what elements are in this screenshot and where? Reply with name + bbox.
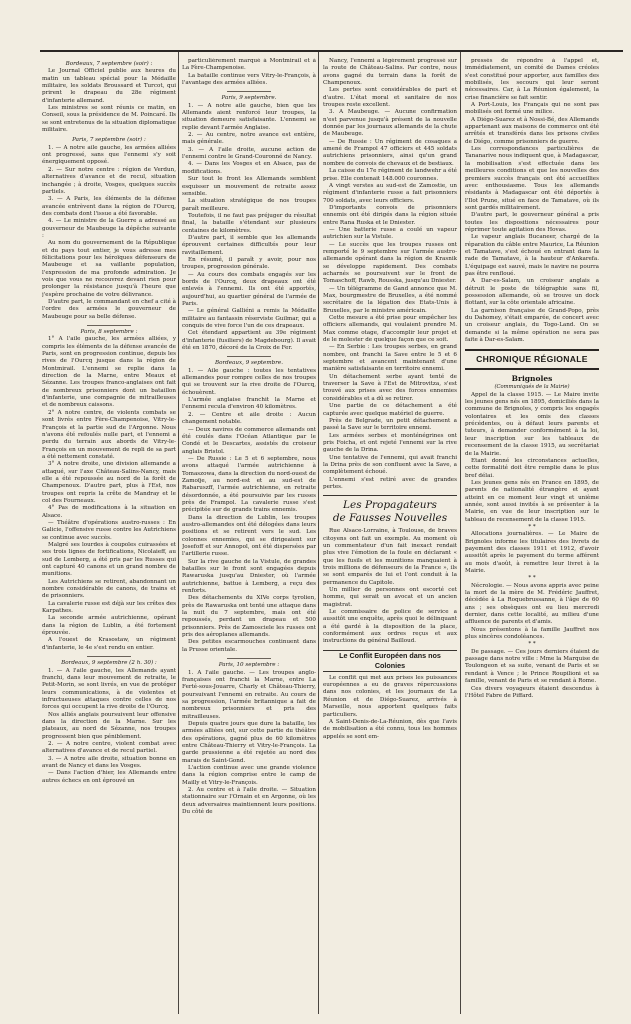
article-paragraph: A Port-Louis, les Français qui ne sont pas mobilisés ont formé une milice. — [465, 102, 599, 116]
article-paragraph: La caisse du 17e régiment de landwehr a été prise. Elle contenait 148.000 couronnes. — [323, 168, 457, 182]
dateline: Bordeaux, 9 septembre. — [215, 360, 283, 367]
article-paragraph: D'autre part, le gouverneur général a pris toutes les dispositions nécessaires pour réprimer toute agitation des Hovas. — [465, 212, 599, 233]
article-paragraph: 2. — A notre centre, violent combat avec alternatives d'avance et de recul partiel. — [42, 740, 176, 755]
article-paragraph: Nos alliés anglais poursuivent leur offensive dans la direction de la Marne. Sur les plateaux, au nord de Sézanne, nos troupes progressent bien que péniblement. — [42, 711, 176, 740]
article-paragraph: D'importants convois de prisonniers ennemis ont été dirigés dans la région située entre Rana Ruska et le Dniester. — [323, 204, 457, 226]
article-paragraph: Le conflit qui met aux prises les puissances européennes a eu de graves répercussions dans nos colonies, et les journaux de La Réunion et de Diégo-Suarez, arrivés à Marseille, nous apportent quelques faits particuliers. — [323, 674, 457, 718]
column-divider — [178, 52, 179, 1014]
section-heading — [323, 495, 457, 525]
article-paragraph: Les armées serbes et monténégrines ont pris Foicha, et ont rejeté l'ennemi sur la rive gauche de la Drina. — [323, 432, 457, 454]
article-paragraph: Les ministres se sont réunis ce matin, en Conseil, sous la présidence de M. Poincaré. Ils se sont entretenus de la situation diplomatique militaire. — [42, 105, 176, 134]
dateline: Bordeaux, 7 septembre (soir) : — [65, 61, 153, 67]
article-paragraph: Malgré ses lourdes à coupoles cuirassées et ses trois lignes de fortifications, Nicolaieff, au sud de Lemberg, a été pris par les Russes qui ont capturé 40 canons et un grand nombre de munitions. — [42, 542, 176, 578]
article-paragraph: D'autre part, le commandant en chef a cité à l'ordre des armées le gouverneur de Maubeuge pour sa belle défense. — [42, 299, 176, 320]
article-paragraph: — En Serbie : Les troupes serbes, en grand nombre, ont franchi la Save entre le 5 et 6 septembre et avancent maintenant d'une manière satisfaisante en territoire ennemi. — [323, 344, 457, 373]
top-rule — [40, 50, 623, 52]
article-paragraph: 4° Pas de modifications à la situation en Alsace. — [42, 505, 176, 519]
article-paragraph: Cette mesure a été prise pour empêcher les officiers allemands, qui voulaient prendre M. Max comme otage, d'accomplir leur projet et de le molester de quelque façon que ce soit. — [323, 315, 457, 344]
article-paragraph: Etant donné les circonstances actuelles, cette formalité doit être remplie dans le plus bref délai. — [465, 457, 599, 479]
article-paragraph: 1. — Aile gauche : toutes les tentatives allemandes pour rompre celles de nos troupes qui se trouvent sur la rive droite de l'Ourcq, échouèrent. — [182, 367, 316, 396]
article-paragraph: particulièrement marqué à Montmirail et à La Fère-Champenoise. — [182, 58, 316, 72]
article-paragraph: — Le succès que les troupes russes ont remporté le 9 septembre sur l'armée austro-allemande opérant dans la région de Krasnik se développe rapidement. Des combats acharnés se poursuivent sur le front de Tomaschoff, Rawb, Rousska, jusqu'au Dniester. — [323, 241, 457, 285]
article-paragraph: Rue Alsace-Lorraine, à Toulouse, de braves citoyens ont fait un exemple. Au moment où un commentateur d'un fait inexact rendait plus vive l'émotion de la foule en déclarant « que les fusils et les munitions manquaient à trois millions de défenseurs de la France », ils se sont emparés de lui et l'ont conduit à la permanence du Capitole. — [323, 528, 457, 586]
article-paragraph: Sur la rive gauche de la Vistule, de grandes batailles sur le front sont engagées depuis Rawaruska jusqu'au Dniester, où l'armée autrichienne, battue à Lemberg, a reçu des renforts. — [182, 558, 316, 595]
article-paragraph: 3. — A Paris, les éléments de la défense avancée entrèvent dans la région de l'Ourcq, des combats dont l'issue a été favorable. — [42, 196, 176, 217]
article-paragraph: Cet étendard appartient au 39e régiment d'infanterie (fusiliers) de Magdebourg). Il avait été en 1870, décoré de la Croix de Fer. — [182, 330, 316, 352]
article-paragraph: — Au cours des combats engagés sur les bords de l'Ourcq, deux drapeaux ont été enlevés à l'ennemi. Ils ont été apportés, aujourd'hui, au quartier général de l'armée de Paris. — [182, 271, 316, 307]
article-paragraph: La bataille continue vers Vitry-le-François, à l'avantage des armées alliées. — [182, 72, 316, 87]
article-paragraph: En résumé, il paraît y avoir, pour nos troupes, progression générale. — [182, 256, 316, 271]
article-paragraph: Les correspondances particulières de Tananarive nous indiquent que, à Madagascar, la mobilisation s'est effectuée dans les meilleures conditions et que les nouvelles des premiers succès français ont été accueillies avec enthousiasme. Tous les allemands résidants à Madagascar ont été déportés à l'Ilot Prune, situé en face de Tamatave, où ils sont gardés militairement. — [465, 146, 599, 211]
article-paragraph: Nancy, l'ennemi a légèrement progressé sur la route de Château-Salins. Par contre, nous avons gagné du terrain dans la forêt de Champenoux. — [323, 58, 457, 87]
article-paragraph: Un détachement serbe ayant tenté de traverser la Save à l'Est de Mitrovitza, s'est trouvé aux prises avec des forces ennemies considérables et a dû se retirer. — [323, 373, 457, 402]
column-divider — [460, 52, 461, 1014]
article-paragraph: L'action continue avec une grande violence dans la région comprise entre le camp de Mailly et Vitry-le-François. — [182, 764, 316, 786]
article-paragraph: — De Russie : Un régiment de cosaques a amené de Frampol 47 officiers et 445 soldats autrichiens prisonniers, ainsi qu'un grand nombre de convois de chevaux et de bestiaux. — [323, 138, 457, 167]
article-paragraph: Près de Belgrade, un petit détachement a passé la Save sur le territoire ennemi. — [323, 417, 457, 432]
column-divider — [318, 52, 319, 1014]
column-3 — [323, 58, 457, 1016]
article-paragraph: — Le général Galliéni a remis la Médaille militaire au fantassin réserviste Guilmar, qui a conquis de vive force l'un de ces drapeaux. — [182, 308, 316, 330]
section-banner: CHRONIQUE RÉGIONALE — [465, 349, 599, 370]
article-paragraph: 3. — A l'aile droite, aucune action de l'ennemi contre le Grand-Couronné de Nancy. — [182, 146, 316, 161]
article-paragraph: — De Russie : Le 5 et 6 septembre, nous avons attaqué l'armée autrichienne à Tomaszowa, dans la direction du nord-ouest de Zamoïje, au nord-est et au sud-est de Rabaruszff, l'armée autrichienne, en retraite désordonnée, a été poursuivie par les russes près de Frampol. La cavalerie russe s'est précipitée sur de grands trains ennemis. — [182, 455, 316, 514]
column-4 — [465, 58, 599, 1016]
dateline: Paris, 7 septembre (soir) : — [72, 137, 146, 144]
article-paragraph: — Une batterie russe a coulé un vapeur autrichien sur la Vistule. — [323, 226, 457, 241]
article-paragraph: A vingt verstes au sud-est de Zamostie, un régiment d'infanterie russe a fait prisonniers 700 soldats, avec leurs officiers. — [323, 182, 457, 204]
article-paragraph: Le commissaire de police de service a aussitôt une enquête, après quoi le délinquant a été gardé à la disposition de la place, conformément aux ordres reçus et aux instructions du général Bailloud. — [323, 609, 457, 645]
article-paragraph: 3. — A notre aile droite, situation bonne en avant de Nancy et dans les Vosges. — [42, 755, 176, 769]
article-paragraph: Des petites escarmouches continuent dans la Prusse orientale. — [182, 639, 316, 653]
article-paragraph: Au nom du gouvernement de la République et du pays tout entier, je vous adresse mes félicitations pour les héroïques défenseurs de Maubeuge et sa vaillante population, l'expression de ma profonde admiration. Je vois que vous ne recouvrez devant rien pour prolonger la résistance jusqu'à l'heure que j'espère prochaine de votre délivrance. — [42, 240, 176, 298]
article-paragraph: Les Autrichiens se retirent, abandonnant un nombre considérable de canons, de trains et de prisonniers. — [42, 578, 176, 600]
article-paragraph: 2. Au centre et à l'aile droite. — Situation stationnaire sur l'Ornain et en Argonne, où les deux adversaires maintiennent leurs positions. Du côté de — [182, 787, 316, 816]
article-paragraph: D'autre part, il semble que les allemands éprouvent certaines difficultés pour leur ravitaillement. — [182, 234, 316, 256]
article-paragraph: Les jeunes gens nés en France en 1895, de parents de nationalité étrangère et ayant atteint en ce moment leur vingt et unième année, sont aussi invités à se présenter à la Mairie, en vue de leur inscription sur le tableau de recensement de la classe 1915. — [465, 479, 599, 523]
article-paragraph: La seconde armée autrichienne, opérant dans la région de Lublin, a été fortement éprouvée. — [42, 615, 176, 637]
article-paragraph: De passage. — Ces jours derniers étaient de passage dans notre ville : Mme la Marquise de Toulongeon et sa suite, venant de Paris et se rendant à Vence ; le Prince Roupilioni et sa famille, venant de Paris et se rendant à Rome. — [465, 648, 599, 685]
article-paragraph: L'armée anglaise franchit la Marne et l'ennemi recula d'environ 40 kilomètres. — [182, 397, 316, 411]
separator-rule — [87, 656, 131, 657]
dateline: Bordeaux, 9 septembre (2 h. 30) : — [61, 660, 157, 667]
article-paragraph: La garnison française de Grand-Popo, près du Dahomey, s'était emparée, de concert avec un croiseur anglais, du Togo-Land. On se demande si la même opération ne sera pas faite à Dar-es-Salam. — [465, 307, 599, 344]
article-paragraph: 2. — Au centre, notre avance est entière, mais générale. — [182, 132, 316, 146]
article-paragraph: 1. — A notre aile gauche, les armées alliées ont progressé, sans que l'ennemi s'y soit énergiquement opposé. — [42, 144, 176, 166]
article-paragraph: Ces divers voyageurs étaient descendus à l'Hôtel Fabre de Piffard. — [465, 685, 599, 699]
section-heading: Le Conflit Européen dans nos Colonies — [323, 650, 457, 672]
asterism: * * — [528, 575, 536, 582]
article-paragraph: 4. — Dans les Vosges et en Alsace, pas de modifications. — [182, 161, 316, 175]
article-paragraph: 2. — Sur notre centre : région de Verdun, alternatives d'avance et de recul, situation inchangée ; à droite, Vosges, quelques succès partiels. — [42, 166, 176, 195]
heading-line: Les Propagateurs — [343, 499, 437, 512]
article-paragraph: Nous présentons à la famille Jauffret nos plus sincères condoléances. — [465, 626, 599, 641]
article-paragraph: 3° A notre droite, une division allemande a attaqué, sur l'axe Château-Salins-Nancy, mais elle a été repoussée au nord de la forêt de Champenoux. D'autre part, plus à l'Est, nos troupes ont repris la crête de Mandray et le col des Fourneaux. — [42, 461, 176, 504]
asterism: * * — [528, 641, 536, 648]
article-paragraph: A l'ouest de Krasostaw, un régiment d'infanterie, le 4e s'est rendu en entier. — [42, 637, 176, 651]
article-paragraph: Une partie de ce détachement a été capturée avec quelque matériel de guerre. — [323, 403, 457, 417]
subheading: (Communiqués de la Mairie) — [494, 384, 570, 391]
article-paragraph: 4. — Le ministre de la Guerre a adressé au gouverneur de Maubeuge la dépêche suivante : — [42, 218, 176, 239]
article-paragraph: Nécrologie. — Nous avons appris avec peine la mort de la mère de M. Frédéric Jauffret, décédée à La Roquebrussanne, à l'âge de 60 ans ; ses obsèques ont eu lieu mercredi dernier, dans cette localité, au milieu d'une affluence de parents et d'amis. — [465, 582, 599, 626]
article-paragraph: Dans la direction de Lublin, les troupes austro-allemandes ont été délogées dans leurs positions et se retirent vers le sud. Les colonnes ennemies, qui se dirigeaient sur Josefoff et sur Annopol, ont été dispersées par l'artillerie russe. — [182, 514, 316, 558]
dateline: Paris, 10 septembre : — [218, 662, 280, 669]
separator-rule — [227, 91, 271, 92]
separator-rule — [227, 356, 271, 357]
separator-rule — [227, 658, 271, 659]
town-heading: Brignoles — [511, 374, 553, 384]
article-paragraph: L'ennemi s'est retiré avec de grandes pertes. — [323, 476, 457, 490]
article-paragraph: La situation stratégique de nos troupes paraît meilleure. — [182, 198, 316, 212]
article-paragraph: Des détachements du XIVe corps tyrolien, près de Rawaruska ont tenté une attaque dans la nuit du 7 septembre, mais ont été repoussés, perdant un drapeau et 500 prisonniers. Près de Zamosciele les russes ont pris des aéroplanes allemands. — [182, 595, 316, 639]
article-paragraph: Les pertes sont considérables de part et d'autre. L'état moral et sanitaire de nos troupes reste excellent. — [323, 87, 457, 109]
article-paragraph: Le vapeur anglais Bucaneer, chargé de la réparation du câble entre Maurice, La Réunion et Tamatave, s'est échoué en entrant dans la rade de Tamatave, à la hauteur d'Ankarefa. L'équipage est sauvé, mais le navire ne pourra pas être renfloué. — [465, 234, 599, 277]
article-paragraph: Un millier de personnes ont escorté cet homme, qui serait un avocat et un ancien magistrat. — [323, 587, 457, 608]
article-paragraph: Le Journal Officiel publie aux heures du matin un tableau spécial pour la Médaille militaire, les soldats Broussard et Turcot, qui prirent le drapeau du 28e régiment d'infanterie allemand. — [42, 68, 176, 104]
separator-rule — [87, 325, 131, 326]
article-paragraph: 2. — Centre et aile droite : Aucun changement notable. — [182, 411, 316, 426]
column-2 — [182, 58, 316, 1016]
dateline: Paris, 9 septembre. — [221, 95, 277, 102]
column-1 — [42, 58, 176, 1016]
article-paragraph: — Un télégramme de Gand annonce que M. Max, bourgmestre de Bruxelles, a été nommé secrétaire de la légation des Etats-Unis à Bruxelles, par le ministre américain. — [323, 285, 457, 314]
article-paragraph: — Théâtre d'opérations austro-russes : En Galicie, l'offensive russe contre les Autrichiens se continue avec succès. — [42, 519, 176, 541]
article-paragraph: La cavalerie russe est déjà sur les crêtes des Karpathes. — [42, 600, 176, 615]
article-paragraph: Allocations journalières. — Le Maire de Brignoles informe les titulaires des livrets de payement des classes 1911 et 1912, d'avoir aussitôt après le payement du terme afférent au mois d'août, à remettre leur livret à la Mairie. — [465, 531, 599, 574]
article-paragraph: 1° A l'aile gauche, les armées alliées, y compris les éléments de la défense avancée de Paris, sont en progression continue, depuis les rives de l'Ourcq jusque dans la région de Montmirail. L'ennemi se replie dans la direction de la Marne, entre Meaux et Sézanne. Les troupes franco-anglaises ont fait de nombreux prisonniers dont un bataillon d'infanterie, une compagnie de mitrailleuses et de nombreux caissons. — [42, 336, 176, 409]
article-paragraph: Sur tout le front les Allemands semblent esquisser un mouvement de retraite assez sensible. — [182, 176, 316, 197]
article-paragraph: A Diégo-Suarez et à Nossi-Bé, des Allemands appartenant aux maisons de commerce ont été arrêtés et transférés dans les prisons civiles de Diégo, comme prisonniers de guerre. — [465, 116, 599, 145]
heading-line: de Fausses Nouvelles — [332, 512, 448, 525]
dateline: Paris, 8 septembre : — [80, 329, 138, 336]
article-paragraph: — Deux navires de commerce allemands ont été coulés dans l'Océan Atlantique par le Condé et le Descartes, assistés du croiseur anglais Bristol. — [182, 426, 316, 455]
article-paragraph: pressés de répondre à l'appel et, immédiatement, un comité de Dames créoles s'est constitué pour apporter, aux familles des mobilisés, les secours qui leur seront nécessaires. Car, à La Réunion également, la crise financière se fait sentir. — [465, 58, 599, 101]
article-paragraph: 3. A Maubeuge. — Aucune confirmation n'est parvenue jusqu'à présent de la nouvelle donnée par les journaux allemands de la chute de Maubeuge. — [323, 109, 457, 138]
article-paragraph: 1. — A notre aile gauche, bien que les Allemands aient renforcé leur troupes, la situation demeure satisfaisante. L'ennemi se replie devant l'armée Anglaise. — [182, 102, 316, 131]
article-paragraph: A Saint-Denis-de-La-Réunion, dès que l'avis de mobilisation a été connu, tous les hommes appelés se sont em- — [323, 718, 457, 740]
asterism: * * — [528, 523, 536, 530]
article-paragraph: — Dans l'action d'hier, les Allemands entre autres échecs en ont éprouvé un — [42, 770, 176, 784]
article-paragraph: Une tentative de l'ennemi, qui avait franchi la Drina près de son confluent avec la Save, a complètement échoué. — [323, 454, 457, 476]
article-paragraph: Toutefois, il ne faut pas préjuger du résultat final, la bataille s'étendant sur plusieurs centaines de kilomètres. — [182, 212, 316, 234]
article-paragraph: 2° A notre centre, de violents combats se sont livrés entre Fère-Champenoise, Vitry-le-François et la partie sud de l'Argonne. Nous n'avons été refoulés nulle part, et l'ennemi a perdu du terrain aux abords de Vitry-le-François en un mouvement de repli de sa part a été nettement constaté. — [42, 409, 176, 460]
article-paragraph: 1. — A l'aile gauche, les Allemands ayant franchi, dans leur mouvement de retraite, le Petit-Morin, se sont livrés, en vue de protéger leurs communications, à de violentes et infructueuses attaques contre celles de nos forces qui occupent la rive droite de l'Ourcq. — [42, 667, 176, 711]
article-paragraph: A Dar-es-Salam, un croiseur anglais a détruit le poste de télégraphie sans fil, possession allemande, où se trouve un dock flottant, sur la côte orientale africaine. — [465, 278, 599, 307]
article-paragraph: 1. A l'aile gauche. — Les troupes anglo-françaises ont franchi la Marne, entre La Ferté-sous-Jouarre, Charly et Château-Thierry, poursuivant l'ennemi en retraite. Au cours de sa progression, l'armée britannique a fait de nombreux prisonniers et pris des mitrailleuses. — [182, 669, 316, 720]
article-paragraph: Appel de la classe 1915. — Le Maire invite les jeunes gens nés en 1895, domiciliés dans la commune de Brignoles, y compris les engagés volontaires et les omis des classes précédentes, ou à défaut leurs parents et tuteurs, à demander conformément à la loi, leur inscription sur les tableaux de recensement de la classe 1915, au secrétariat de la Mairie. — [465, 391, 599, 457]
article-paragraph: Depuis quatre jours que dure la bataille, les armées alliées ont, sur cette partie du théâtre des opérations, gagné plus de 60 kilomètres entre Château-Thierry et Vitry-le-François. La garde prussienne a été rejetée au nord des marais de Saint-Gond. — [182, 720, 316, 764]
